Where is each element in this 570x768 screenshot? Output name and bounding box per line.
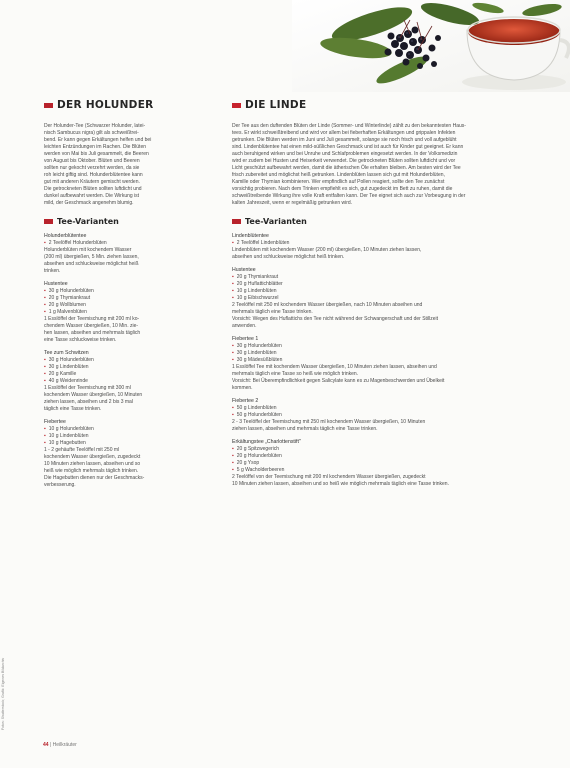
heading-holunder-label: DER HOLUNDER	[57, 99, 154, 111]
recipe-title: Fiebertee 1	[232, 336, 259, 342]
recipe-instructions: 1 - 2 gehäufte Teelöffel mit 250 ml kochendem Wasser übergießen, zugedeckt 10 Minuten ziehen lassen, abseihen und so heiß wie möglich mehrmals täglich trinken. Die Hagebutten dienen nur der Geschmacks- verbesserung.	[44, 447, 145, 488]
linde-recipe	[232, 439, 532, 488]
header-photo	[292, 0, 570, 92]
ingredient: ▪ 10 g Eibischwurzel	[232, 295, 532, 302]
recipe-instructions: 1 Esslöffel der Teemischung mit 300 ml kochendem Wasser übergießen, 10 Minuten ziehen lassen, abseihen und 2 bis 3 mal täglich eine Tasse trinken.	[44, 385, 143, 412]
linde-column	[232, 123, 532, 488]
holunder-column	[44, 123, 210, 489]
holunder-tee-varianten-label: Tee-Varianten	[57, 217, 119, 226]
red-square-icon	[232, 219, 241, 224]
ingredient: ▪ 20 g Spitzwegerich	[232, 446, 532, 453]
ingredient-list	[232, 240, 532, 247]
ingredient: ▪ 20 g Wollblumen	[44, 302, 210, 309]
ingredient: ▪ 2 Teelöffel Lindenblüten	[232, 240, 532, 247]
ingredient: ▪ 1 g Malvenblüten	[44, 309, 210, 316]
ingredient: ▪ 20 g Ysop	[232, 460, 532, 467]
recipe-instructions: Lindenblüten mit kochendem Wasser (200 ml) übergießen, 10 Minuten ziehen lassen, abseihen und schluckweise möglichst heiß trinken.	[232, 247, 422, 260]
linde-recipe	[232, 398, 532, 433]
linde-recipe	[232, 233, 532, 261]
linde-intro: Der Tee aus den duftenden Blüten der Linde (Sommer- und Winterlinde) zählt zu den bekanntesten Haus- tees. Er wirkt schweißtreibend und wird vor allem bei fieberhaften Erkältungen und grippalen Infekten getrunken. Die Blüten werden im Juni und Juli gesammelt, solange sie noch frisch und voll aufgeblüht sind. Lindenblütentee hat einen mild-süßlichen Geschmack und ist auch für Kinder gut geeignet. Er kann auch beruhigend wirken und bei Unruhe und Schlafproblemen eingesetzt werden. In der Volksmedizin wird er zudem bei Husten und Heiserkeit verwendet. Die getrockneten Blüten sollten luftdicht und vor Licht geschützt aufbewahrt werden, damit die ätherischen Öle erhalten bleiben. Am besten wird der Tee frisch zubereitet und möglichst heiß getrunken. Lindenblüten lassen sich gut mit Holunderblüten, Kamille oder Thymian kombinieren. Wer empfindlich auf Pollen reagiert, sollte den Tee zunächst vorsichtig probieren. Nach dem Trinken empfiehlt es sich, gut zugedeckt im Bett zu ruhen, damit die schweißtreibende Wirkung ihre volle Kraft entfalten kann. Der Tee eignet sich auch zur Vorbeugung in der kalten Jahreszeit, wenn er regelmäßig getrunken wird.	[232, 123, 466, 206]
ingredient: ▪ 10 g Lindenblüten	[232, 288, 532, 295]
ingredient-list	[44, 288, 210, 316]
page-number: 44	[43, 742, 49, 748]
ingredient: ▪ 5 g Wacholderbeeren	[232, 467, 532, 474]
holunder-tee-varianten-heading	[44, 217, 210, 227]
holunder-recipe	[44, 281, 210, 344]
recipe-title: Erkältungstee „Charlottenstift"	[232, 439, 301, 445]
heading-linde	[232, 99, 306, 111]
ingredient: ▪ 20 g Holunderblüten	[232, 453, 532, 460]
ingredient: ▪ 2 Teelöffel Holunderblüten	[44, 240, 210, 247]
ingredient: ▪ 50 g Lindenblüten	[232, 405, 532, 412]
ingredient-list	[44, 240, 210, 247]
ingredient: ▪ 30 g Mädesüßblüten	[232, 357, 532, 364]
recipe-title: Tee zum Schwitzen	[44, 350, 89, 356]
ingredient-list	[44, 426, 210, 447]
ingredient-list	[232, 446, 532, 474]
recipe-instructions: 1 Esslöffel der Teemischung mit 200 ml ko- chendem Wasser übergießen, 10 Min. zie- hen lassen, abseihen und mehrmals täglich eine Tasse schluckweise trinken.	[44, 316, 141, 343]
recipe-title: Holunderblütentee	[44, 233, 87, 239]
footer-title: Heilkräuter	[52, 742, 77, 748]
red-square-icon	[44, 103, 53, 108]
ingredient: ▪ 10 g Hagebutten	[44, 440, 210, 447]
heading-holunder	[44, 99, 154, 111]
recipe-instructions: 1 Esslöffel Tee mit kochendem Wasser übergießen, 10 Minuten ziehen lassen, abseihen und mehrmals täglich eine Tasse so heiß wie möglich trinken. Vorsicht: Bei Überempfindlichkeit gegen Salicylate kann es zu Magenbeschwerden und Übelkeit kommen.	[232, 364, 445, 391]
recipe-title: Hustentee	[44, 281, 68, 287]
recipe-title: Lindenblütentee	[232, 233, 269, 239]
holunder-recipe	[44, 350, 210, 413]
ingredient: ▪ 50 g Holunderblüten	[232, 412, 532, 419]
recipe-instructions: 2 - 3 Teelöffel der Teemischung mit 250 ml kochendem Wasser übergießen, 10 Minuten ziehen lassen, abseihen und mehrmals täglich eine Tasse trinken.	[232, 419, 426, 432]
ingredient: ▪ 10 g Holunderblüten	[44, 426, 210, 433]
photo-credit: Fotos: Shutterstock; Grafik: Eigenes Bildarchiv	[1, 657, 5, 730]
ingredient-list	[232, 405, 532, 419]
ingredient: ▪ 20 g Thymiankraut	[232, 274, 532, 281]
ingredient: ▪ 20 g Huflattichblätter	[232, 281, 532, 288]
red-square-icon	[44, 219, 53, 224]
recipe-instructions: Holunderblüten mit kochendem Wasser (200 ml) übergießen, 5 Min. ziehen lassen, abseihen und schluckweise möglichst heiß trinken.	[44, 247, 139, 274]
ingredient: ▪ 30 g Lindenblüten	[44, 364, 210, 371]
holunder-recipe	[44, 233, 210, 275]
elderberry-tea-illustration	[292, 0, 570, 92]
ingredient-list	[232, 274, 532, 302]
holunder-recipe	[44, 419, 210, 489]
ingredient: ▪ 40 g Weidenrinde	[44, 378, 210, 385]
ingredient: ▪ 10 g Lindenblüten	[44, 433, 210, 440]
ingredient: ▪ 30 g Holunderblüten	[44, 288, 210, 295]
linde-tee-varianten-heading	[232, 217, 532, 227]
holunder-intro: Der Holunder-Tee (Schwarzer Holunder, latei- nisch Sambucus nigra) gilt als schweißtrei- bend. Er kann gegen Erkältungen helfen und bei leichten Entzündungen im Rachen. Die Blüten werden von Mai bis Juli gesammelt, die Beeren von August bis Oktober. Blüten und Beeren sollten nur gekocht verzehrt werden, da sie roh leicht giftig sind. Holunderblütentee kann gut mit anderen Kräutern gemischt werden. Die getrockneten Blüten sollten luftdicht und dunkel aufbewahrt werden. Die Wirkung ist mild, der Geschmack angenehm blumig.	[44, 123, 152, 206]
red-square-icon	[232, 103, 241, 108]
recipe-instructions: 2 Teelöffel mit 250 ml kochendem Wasser übergießen, nach 10 Minuten abseihen und mehrmals täglich eine Tasse trinken. Vorsicht: Wegen des Huflattichs den Tee nicht während der Schwangerschaft und der Stillzeit anwenden.	[232, 302, 439, 329]
linde-recipe	[232, 267, 532, 330]
footer-separator: |	[49, 742, 53, 748]
page-footer	[43, 742, 77, 748]
linde-recipe	[232, 336, 532, 392]
ingredient: ▪ 30 g Holunderblüten	[44, 357, 210, 364]
recipe-title: Hustentee	[232, 267, 256, 273]
ingredient: ▪ 30 g Lindenblüten	[232, 350, 532, 357]
ingredient-list	[44, 357, 210, 385]
ingredient: ▪ 20 g Thymiankraut	[44, 295, 210, 302]
recipe-instructions: 2 Teelöffel von der Teemischung mit 200 ml kochendem Wasser übergießen, zugedeckt 10 Minuten ziehen lassen, abseihen und so heiß wie möglich mehrmals täglich eine Tasse trinken.	[232, 474, 449, 487]
heading-linde-label: DIE LINDE	[245, 99, 307, 111]
ingredient: ▪ 20 g Kamille	[44, 371, 210, 378]
linde-tee-varianten-label: Tee-Varianten	[245, 217, 307, 226]
recipe-title: Fiebertee	[44, 419, 66, 425]
recipe-title: Fiebertee 2	[232, 398, 259, 404]
ingredient: ▪ 30 g Holunderblüten	[232, 343, 532, 350]
ingredient-list	[232, 343, 532, 364]
